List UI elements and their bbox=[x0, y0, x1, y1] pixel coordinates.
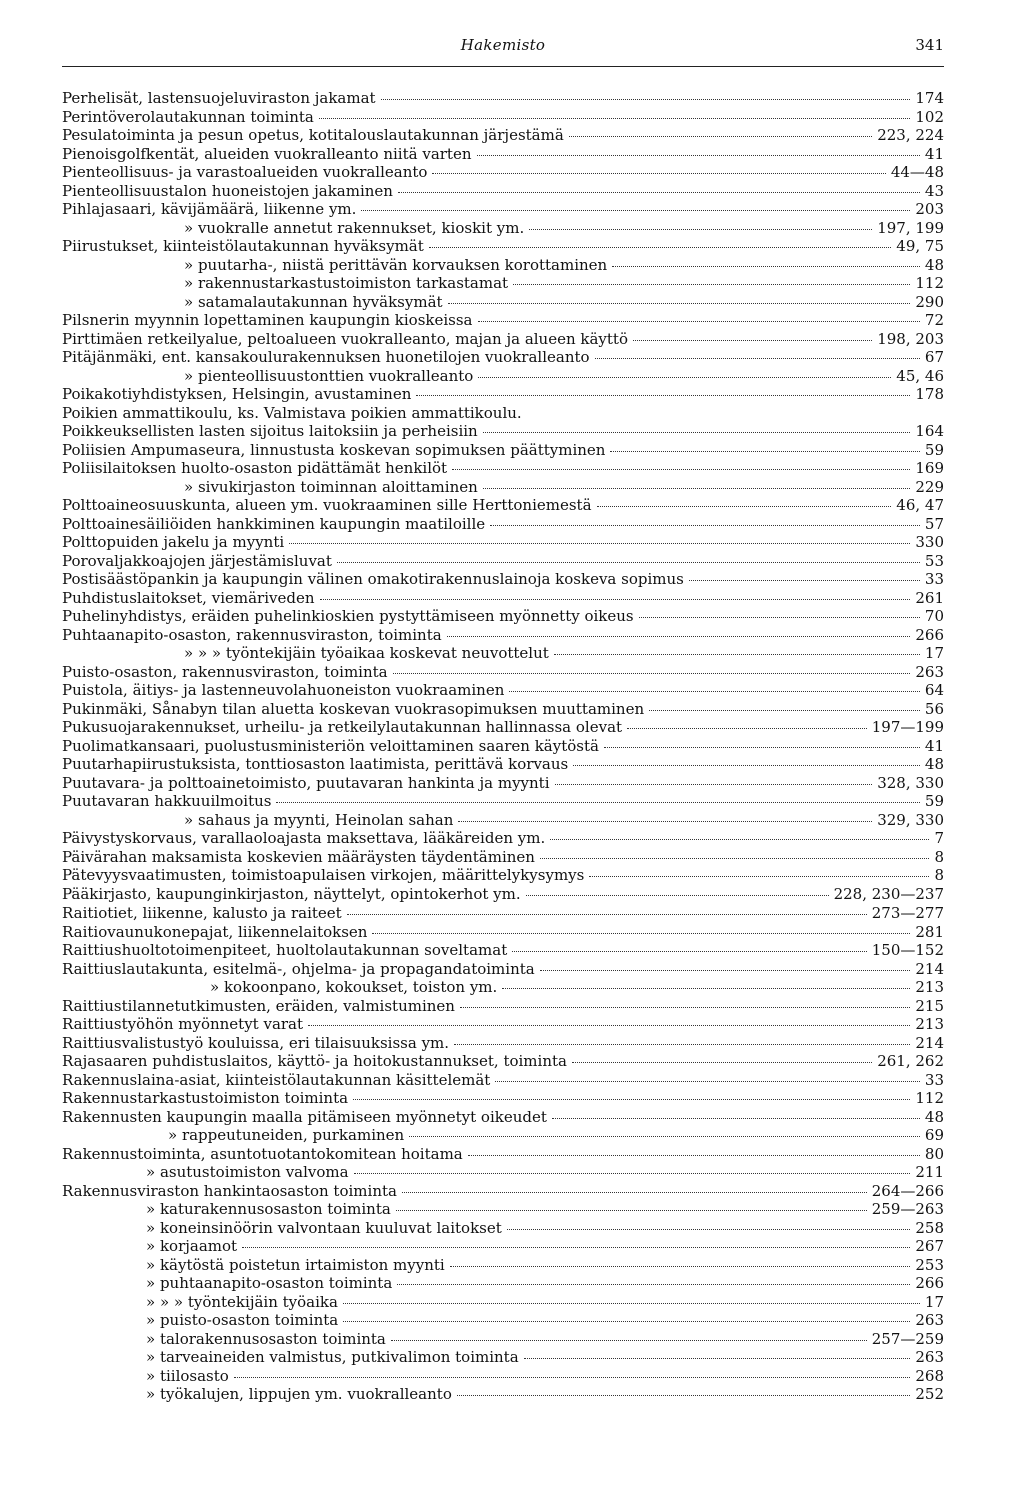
index-entry-text: Puutavaran hakkuuilmoitus bbox=[62, 792, 272, 810]
index-entry-page: 252 bbox=[915, 1385, 944, 1403]
index-entry-page: 80 bbox=[924, 1144, 944, 1163]
index-entry-text: » korjaamot bbox=[146, 1237, 238, 1255]
index-entry-page: 57 bbox=[924, 514, 944, 533]
dot-leader bbox=[526, 895, 829, 896]
index-entry bbox=[62, 1200, 944, 1219]
index-entry-text: Poliisilaitoksen huolto-osaston pidättämät henkilöt bbox=[62, 459, 448, 477]
index-entry bbox=[62, 1293, 944, 1312]
dot-leader bbox=[468, 1155, 920, 1156]
index-entry-page: 53 bbox=[924, 551, 944, 570]
index-entry bbox=[62, 978, 944, 997]
index-entry-text: Puolimatkansaari, puolustusministeriön veloittaminen saaren käytöstä bbox=[62, 736, 599, 755]
index-entry bbox=[62, 1237, 944, 1256]
index-entry bbox=[62, 1015, 944, 1034]
index-entry-page: 214 bbox=[915, 959, 944, 978]
index-entry-text: Raittiustilannetutkimusten, eräiden, valmistuminen bbox=[62, 996, 455, 1015]
dot-leader bbox=[354, 1173, 911, 1174]
index-entry bbox=[62, 182, 944, 201]
dot-leader bbox=[343, 1321, 910, 1322]
dot-leader bbox=[234, 1377, 911, 1378]
dot-leader bbox=[402, 1192, 867, 1193]
index-entry-text: Pääkirjasto, kaupunginkirjaston, näyttelyt, opintokerhot ym. bbox=[62, 884, 521, 903]
index-entry bbox=[62, 311, 944, 330]
index-entry bbox=[62, 533, 944, 552]
index-entry-text: Puisto-osaston, rakennusviraston, toiminta bbox=[62, 662, 388, 681]
dot-leader bbox=[572, 1062, 872, 1063]
dot-leader bbox=[589, 876, 929, 877]
index-entry bbox=[62, 829, 944, 848]
dot-leader bbox=[555, 784, 873, 785]
dot-leader bbox=[569, 136, 872, 137]
index-entry-text: » puhtaanapito-osaston toiminta bbox=[146, 1274, 393, 1292]
index-entry-page: 281 bbox=[915, 922, 944, 941]
dot-leader bbox=[242, 1247, 910, 1248]
dot-leader bbox=[554, 654, 920, 655]
index-entry bbox=[62, 1348, 944, 1367]
index-entry bbox=[62, 515, 944, 534]
index-entry bbox=[62, 459, 944, 478]
dot-leader bbox=[649, 710, 920, 711]
index-entry bbox=[62, 1034, 944, 1053]
index-entry-text: Raitiotiet, liikenne, kalusto ja raiteet bbox=[62, 904, 342, 922]
index-entry-page: 261, 262 bbox=[877, 1052, 944, 1070]
dot-leader bbox=[398, 192, 920, 193]
index-entry bbox=[62, 385, 944, 404]
index-entry-page: 17 bbox=[924, 644, 944, 662]
dot-leader bbox=[513, 284, 910, 285]
index-entry-text: Polttopuiden jakelu ja myynti bbox=[62, 533, 285, 551]
index-entry-text: » » » työntekijäin työaika bbox=[146, 1292, 338, 1311]
index-section-p bbox=[62, 89, 944, 903]
index-entry bbox=[62, 1367, 944, 1386]
index-entry bbox=[62, 1126, 944, 1145]
index-entry-text: Perintöverolautakunnan toiminta bbox=[62, 107, 314, 126]
index-entry-page: 264—266 bbox=[871, 1181, 944, 1200]
dot-leader bbox=[289, 543, 910, 544]
index-entry-page: 150—152 bbox=[871, 941, 944, 959]
index-entry bbox=[62, 441, 944, 460]
index-entry bbox=[62, 330, 944, 349]
index-entry-page: 266 bbox=[915, 625, 944, 644]
index-entry-page: 72 bbox=[924, 311, 944, 329]
index-entry-page: 56 bbox=[924, 699, 944, 718]
index-entry bbox=[62, 89, 944, 108]
index-entry-text: » työkalujen, lippujen ym. vuokralleanto bbox=[146, 1385, 452, 1403]
index-entry-page: 197, 199 bbox=[877, 218, 944, 237]
index-entry-page: 17 bbox=[924, 1292, 944, 1311]
index-entry-page: 41 bbox=[924, 736, 944, 755]
index-entry bbox=[62, 811, 944, 830]
index-entry bbox=[62, 1385, 944, 1404]
index-entry bbox=[62, 755, 944, 774]
index-entry-page: 41 bbox=[924, 144, 944, 163]
index-entry-page: 164 bbox=[915, 422, 944, 440]
index-entry bbox=[62, 478, 944, 497]
page-number: 341 bbox=[915, 36, 944, 54]
index-entry-page: 59 bbox=[924, 792, 944, 810]
dot-leader bbox=[689, 580, 920, 581]
index-entry-text: Puhdistuslaitokset, viemäriveden bbox=[62, 588, 315, 607]
index-entry-page: 112 bbox=[915, 1089, 944, 1107]
index-entry-page: 8 bbox=[934, 866, 944, 884]
index-entry bbox=[62, 256, 944, 275]
index-entry-text: » sivukirjaston toiminnan aloittaminen bbox=[184, 477, 478, 496]
index-entry-text: » pienteollisuustonttien vuokralleanto bbox=[184, 366, 474, 385]
index-entry-text: » vuokralle annetut rakennukset, kioskit ym. bbox=[184, 218, 525, 237]
index-entry-text: » kokoonpano, kokoukset, toiston ym. bbox=[210, 978, 498, 996]
index-entry bbox=[62, 848, 944, 867]
dot-leader bbox=[540, 970, 911, 971]
index-entry-text: Päivärahan maksamista koskevien määräysten täydentäminen bbox=[62, 847, 535, 866]
index-entry-text: » sahaus ja myynti, Heinolan sahan bbox=[184, 810, 454, 829]
index-entry bbox=[62, 108, 944, 127]
index-entry-page: 44—48 bbox=[890, 163, 944, 181]
index-entry bbox=[62, 145, 944, 164]
dot-leader bbox=[396, 1210, 867, 1211]
dot-leader bbox=[429, 247, 892, 248]
index-entry bbox=[62, 774, 944, 793]
dot-leader bbox=[627, 728, 867, 729]
index-entry bbox=[62, 1274, 944, 1293]
index-entry-text: Polttoainesäiliöiden hankkiminen kaupungin maatiloille bbox=[62, 514, 486, 533]
index-entry-text: Raittiushuoltotoimenpiteet, huoltolautakunnan soveltamat bbox=[62, 941, 508, 959]
dot-leader bbox=[490, 525, 920, 526]
index-entry bbox=[62, 496, 944, 515]
index-entry bbox=[62, 941, 944, 960]
dot-leader bbox=[604, 747, 920, 748]
index-entry bbox=[62, 792, 944, 811]
dot-leader bbox=[509, 691, 920, 692]
index-entry-page: 214 bbox=[915, 1033, 944, 1052]
index-entry-text: Päivystyskorvaus, varallaoloajasta maksettava, lääkäreiden ym. bbox=[62, 829, 546, 847]
index-entry-page: 261 bbox=[915, 588, 944, 607]
index-entry-text: Pesulatoiminta ja pesun opetus, kotitalouslautakunnan järjestämä bbox=[62, 126, 564, 144]
index-entry-page: 48 bbox=[924, 1107, 944, 1126]
dot-leader bbox=[512, 951, 867, 952]
index-entry bbox=[62, 1330, 944, 1349]
index-entry bbox=[62, 348, 944, 367]
index-entry-page: 258 bbox=[915, 1218, 944, 1237]
dot-leader bbox=[540, 858, 930, 859]
index-entry-text: Rakennustarkastustoimiston toiminta bbox=[62, 1089, 349, 1107]
index-entry-page: 228, 230—237 bbox=[833, 884, 944, 903]
dot-leader bbox=[276, 802, 919, 803]
index-entry-page: 203 bbox=[915, 200, 944, 218]
index-entry bbox=[62, 681, 944, 700]
dot-leader bbox=[507, 1229, 911, 1230]
index-entry-page: 290 bbox=[915, 292, 944, 311]
index-entry-page: 213 bbox=[915, 978, 944, 996]
index-entry-text: Pitäjänmäki, ent. kansakoulurakennuksen huonetilojen vuokralleanto bbox=[62, 348, 590, 366]
index-entry bbox=[62, 404, 944, 423]
index-entry-text: Puhelinyhdistys, eräiden puhelinkioskien pystyttämiseen myönnetty oikeus bbox=[62, 607, 634, 625]
index-entry-page: 7 bbox=[934, 829, 944, 847]
index-entry-page: 43 bbox=[924, 181, 944, 200]
index-entry-text: Poliisien Ampumaseura, linnustusta koskevan sopimuksen päättyminen bbox=[62, 440, 606, 459]
index-entry-text: Rakennusviraston hankintaosaston toiminta bbox=[62, 1181, 397, 1200]
index-entry-page: 45, 46 bbox=[896, 366, 944, 385]
index-entry-page: 70 bbox=[924, 607, 944, 625]
index-entry-page: 59 bbox=[924, 440, 944, 459]
index-entry-text: » satamalautakunnan hyväksymät bbox=[184, 292, 443, 311]
index-entry-page: 178 bbox=[915, 385, 944, 403]
index-entry-text: Raittiustyöhön myönnetyt varat bbox=[62, 1015, 304, 1033]
dot-leader bbox=[529, 229, 872, 230]
index-entry-text: Rakennuslaina-asiat, kiinteistölautakunnan käsittelemät bbox=[62, 1070, 491, 1089]
index-entry-text: » rakennustarkastustoimiston tarkastamat bbox=[184, 274, 509, 292]
index-entry bbox=[62, 885, 944, 904]
index-entry bbox=[62, 570, 944, 589]
index-entry-page: 257—259 bbox=[871, 1329, 944, 1348]
index-entry bbox=[62, 718, 944, 737]
index-entry-text: » talorakennusosaston toiminta bbox=[146, 1329, 386, 1348]
index-entry-page: 169 bbox=[915, 459, 944, 477]
index-entry bbox=[62, 1052, 944, 1071]
dot-leader bbox=[450, 1266, 911, 1267]
dot-leader bbox=[573, 765, 920, 766]
index-entry-text: Pilsnerin myynnin lopettaminen kaupungin kioskeissa bbox=[62, 311, 473, 329]
dot-leader bbox=[483, 488, 911, 489]
dot-leader bbox=[612, 266, 920, 267]
index-entry-text: Perhelisät, lastensuojeluviraston jakamat bbox=[62, 89, 376, 107]
dot-leader bbox=[454, 1044, 910, 1045]
index-entry-text: » » » työntekijäin työaikaa koskevat neuvottelut bbox=[184, 644, 549, 662]
index-entry bbox=[62, 1089, 944, 1108]
index-entry-text: » asutustoimiston valvoma bbox=[146, 1163, 349, 1181]
index-entry bbox=[62, 1145, 944, 1164]
index-entry bbox=[62, 293, 944, 312]
index-entry-page: 273—277 bbox=[871, 904, 944, 922]
index-entry-page: 33 bbox=[924, 570, 944, 588]
index-entry-text: » puisto-osaston toiminta bbox=[146, 1311, 339, 1329]
index-entry bbox=[62, 1071, 944, 1090]
index-entry bbox=[62, 626, 944, 645]
dot-leader bbox=[597, 506, 892, 507]
index-entry bbox=[62, 607, 944, 626]
index-entry-text: Poikien ammattikoulu, ks. Valmistava poikien ammattikoulu. bbox=[62, 403, 522, 422]
index-entry-page: 48 bbox=[924, 255, 944, 274]
index-entry-text: Puutavara- ja polttoainetoimisto, puutavaran hankinta ja myynti bbox=[62, 773, 550, 792]
index-entry-page: 223, 224 bbox=[877, 126, 944, 144]
index-entry-page: 267 bbox=[915, 1237, 944, 1255]
dot-leader bbox=[458, 821, 872, 822]
dot-leader bbox=[343, 1303, 920, 1304]
dot-leader bbox=[610, 451, 919, 452]
index-entry-page: 215 bbox=[915, 996, 944, 1015]
index-entry-text: Raittiusvalistustyö kouluissa, eri tilaisuuksissa ym. bbox=[62, 1033, 450, 1052]
dot-leader bbox=[448, 303, 911, 304]
index-entry-text: Raitiovaunukonepajat, liikennelaitoksen bbox=[62, 922, 368, 941]
index-entry-page: 67 bbox=[924, 348, 944, 366]
index-entry bbox=[62, 1182, 944, 1201]
index-entry-text: Pienteollisuus- ja varastoalueiden vuokralleanto bbox=[62, 163, 428, 181]
index-entry-page: 174 bbox=[915, 89, 944, 107]
index-entry bbox=[62, 422, 944, 441]
index-entry-page: 8 bbox=[934, 847, 944, 866]
index-entry bbox=[62, 700, 944, 719]
index-entry-page: 330 bbox=[915, 533, 944, 551]
index-entry-page: 49, 75 bbox=[896, 237, 944, 255]
index-entry bbox=[62, 274, 944, 293]
dot-leader bbox=[308, 1025, 910, 1026]
index-entry-text: Puistola, äitiys- ja lastenneuvolahuoneiston vuokraaminen bbox=[62, 681, 505, 699]
dot-leader bbox=[397, 1284, 910, 1285]
index-entry bbox=[62, 367, 944, 386]
index-entry bbox=[62, 644, 944, 663]
index-entry-page: 33 bbox=[924, 1070, 944, 1089]
index-entry-text: Rajasaaren puhdistuslaitos, käyttö- ja hoitokustannukset, toiminta bbox=[62, 1052, 567, 1070]
index-entry bbox=[62, 1256, 944, 1275]
index-entry-text: » koneinsinöörin valvontaan kuuluvat laitokset bbox=[146, 1218, 502, 1237]
index-entry-page: 197—199 bbox=[871, 718, 944, 736]
dot-leader bbox=[381, 99, 911, 100]
index-entry-page: 266 bbox=[915, 1274, 944, 1292]
index-entry bbox=[62, 163, 944, 182]
dot-leader bbox=[552, 1118, 920, 1119]
dot-leader bbox=[639, 617, 920, 618]
dot-leader bbox=[477, 155, 920, 156]
index-entry bbox=[62, 589, 944, 608]
dot-leader bbox=[372, 933, 910, 934]
dot-leader bbox=[595, 358, 920, 359]
index-entry-text: Postisäästöpankin ja kaupungin välinen omakotirakennuslainoja koskeva sopimus bbox=[62, 570, 684, 588]
index-entry bbox=[62, 923, 944, 942]
index-entry-text: Pienoisgolfkentät, alueiden vuokralleanto niitä varten bbox=[62, 144, 472, 163]
index-entry-text: Pirttimäen retkeilyalue, peltoalueen vuokralleanto, majan ja alueen käyttö bbox=[62, 329, 628, 348]
dot-leader bbox=[320, 599, 911, 600]
dot-leader bbox=[409, 1136, 920, 1137]
index-section-r bbox=[62, 904, 944, 1404]
index-entry bbox=[62, 997, 944, 1016]
index-entry bbox=[62, 1219, 944, 1238]
index-entry bbox=[62, 126, 944, 145]
index-entry bbox=[62, 737, 944, 756]
dot-leader bbox=[452, 469, 910, 470]
index-entry bbox=[62, 552, 944, 571]
index-entry-text: Rakennustoiminta, asuntotuotantokomitean hoitama bbox=[62, 1144, 463, 1163]
dot-leader bbox=[416, 395, 910, 396]
index-entry-text: Piirustukset, kiinteistölautakunnan hyväksymät bbox=[62, 237, 424, 255]
index-entry-page: 259—263 bbox=[871, 1200, 944, 1218]
index-entry-text: Poikakotiyhdistyksen, Helsingin, avustaminen bbox=[62, 385, 412, 403]
dot-leader bbox=[460, 1007, 910, 1008]
dot-leader bbox=[432, 173, 885, 174]
index-entry-text: » tarveaineiden valmistus, putkivalimon toiminta bbox=[146, 1348, 519, 1366]
index-entry-page: 69 bbox=[924, 1126, 944, 1144]
dot-leader bbox=[633, 340, 872, 341]
index-entry-text: » puutarha-, niistä perittävän korvauksen korottaminen bbox=[184, 255, 608, 274]
dot-leader bbox=[393, 673, 911, 674]
dot-leader bbox=[483, 432, 911, 433]
index-entry-page: 211 bbox=[915, 1163, 944, 1181]
index-entry-page: 64 bbox=[924, 681, 944, 699]
index-entry-text: Puutarhapiirustuksista, tonttiosaston laatimista, perittävä korvaus bbox=[62, 755, 569, 773]
index-entry-text: Rakennusten kaupungin maalla pitämiseen myönnetyt oikeudet bbox=[62, 1107, 547, 1126]
page-header bbox=[62, 26, 944, 67]
dot-leader bbox=[447, 636, 911, 637]
index-entry-text: » rappeutuneiden, purkaminen bbox=[168, 1126, 405, 1144]
index-entry-text: » tiilosasto bbox=[146, 1366, 229, 1385]
index-entry-page: 48 bbox=[924, 755, 944, 773]
dot-leader bbox=[502, 988, 910, 989]
dot-leader bbox=[347, 914, 867, 915]
index-entry-page: 268 bbox=[915, 1366, 944, 1385]
dot-leader bbox=[478, 321, 920, 322]
index-entry-text: Pukinmäki, Sånabyn tilan aluetta koskevan vuokrasopimuksen muuttaminen bbox=[62, 699, 645, 718]
index-entry-text: Puhtaanapito-osaston, rakennusviraston, toiminta bbox=[62, 625, 442, 644]
dot-leader bbox=[319, 118, 911, 119]
index-entry-text: Polttoaineosuuskunta, alueen ym. vuokraaminen sille Herttoniemestä bbox=[62, 496, 592, 514]
index-entry-page: 328, 330 bbox=[877, 773, 944, 792]
index-entry-page: 213 bbox=[915, 1015, 944, 1033]
index-entry bbox=[62, 904, 944, 923]
index-entry-page: 263 bbox=[915, 1311, 944, 1329]
index-entry-text: » käytöstä poistetun irtaimiston myynti bbox=[146, 1255, 445, 1274]
dot-leader bbox=[353, 1099, 910, 1100]
index-entry-text: Pätevyysvaatimusten, toimistoapulaisen virkojen, määrittelykysymys bbox=[62, 866, 585, 884]
index-entry bbox=[62, 1311, 944, 1330]
index-entry bbox=[62, 663, 944, 682]
index-entry-text: » katurakennusosaston toiminta bbox=[146, 1200, 391, 1218]
index-entry-page: 263 bbox=[915, 1348, 944, 1366]
index-entry bbox=[62, 866, 944, 885]
index-entry-text: Porovaljakkoajojen järjestämisluvat bbox=[62, 551, 332, 570]
index-entry bbox=[62, 200, 944, 219]
dot-leader bbox=[550, 839, 929, 840]
index-entry-page: 112 bbox=[915, 274, 944, 292]
index-entry-text: Pukusuojarakennukset, urheilu- ja retkeilylautakunnan hallinnassa olevat bbox=[62, 718, 623, 736]
index-entry-page: 102 bbox=[915, 107, 944, 126]
index-entry-text: Poikkeuksellisten lasten sijoitus laitoksiin ja perheisiin bbox=[62, 422, 478, 440]
dot-leader bbox=[495, 1081, 920, 1082]
index-entry-page: 229 bbox=[915, 477, 944, 496]
index-entry-text: Pihlajasaari, kävijämäärä, liikenne ym. bbox=[62, 200, 357, 218]
index-entry-text: Pienteollisuustalon huoneistojen jakaminen bbox=[62, 181, 393, 200]
index-entry-text: Raittiuslautakunta, esitelmä-, ohjelma- ja propagandatoiminta bbox=[62, 959, 535, 978]
dot-leader bbox=[337, 562, 920, 563]
index-entry-page: 46, 47 bbox=[896, 496, 944, 514]
index-entry bbox=[62, 237, 944, 256]
dot-leader bbox=[524, 1358, 911, 1359]
dot-leader bbox=[457, 1395, 911, 1396]
index-entry bbox=[62, 960, 944, 979]
running-title: Hakemisto bbox=[460, 36, 546, 54]
index-entry bbox=[62, 1163, 944, 1182]
index-entry bbox=[62, 219, 944, 238]
index-entry-page: 253 bbox=[915, 1255, 944, 1274]
index-entry-page: 263 bbox=[915, 662, 944, 681]
dot-leader bbox=[391, 1340, 867, 1341]
dot-leader bbox=[361, 210, 910, 211]
index-entry bbox=[62, 1108, 944, 1127]
dot-leader bbox=[478, 377, 891, 378]
index-entry-page: 329, 330 bbox=[877, 810, 944, 829]
index-entry-page: 198, 203 bbox=[877, 329, 944, 348]
